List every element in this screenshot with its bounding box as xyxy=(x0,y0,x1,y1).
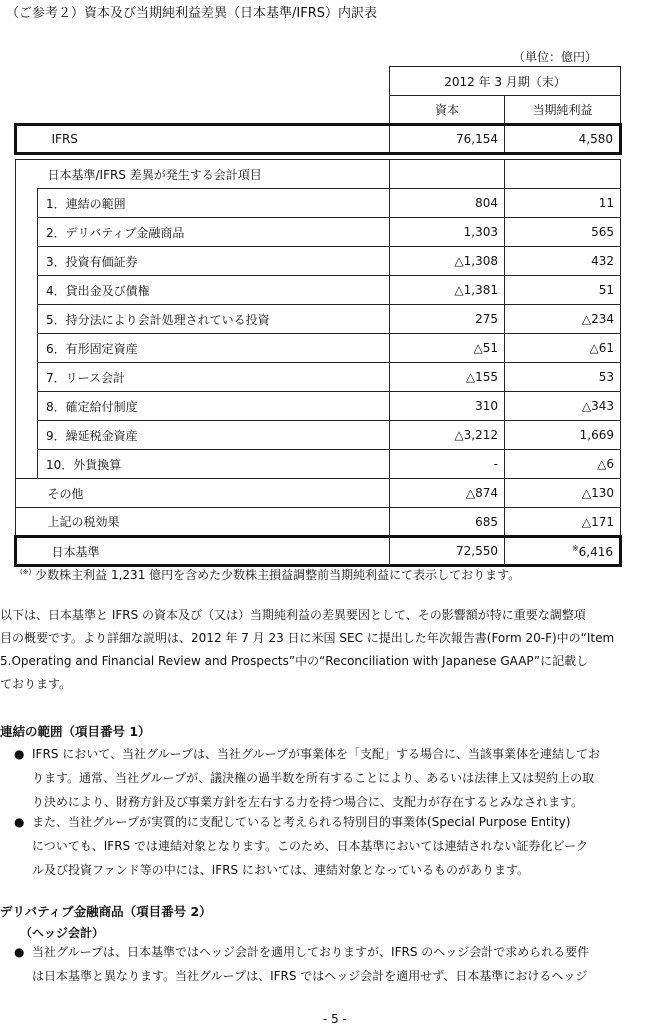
jgaap-income-cell xyxy=(505,537,621,566)
item-label: 10．外貨換算 xyxy=(38,450,390,479)
item-label: 8．確定給付制度 xyxy=(38,392,390,421)
intro-line: 5.Operating and Financial Review and Prospects”中の“Reconciliation with Japanese GAAP”に記載し xyxy=(0,654,589,668)
item-label: 5．持分法により会計処理されている投資 xyxy=(38,305,390,334)
item-capital: △51 xyxy=(390,334,505,363)
section-heading-consolidation: 連結の範囲（項目番号 1） xyxy=(0,724,151,739)
item-income: △6 xyxy=(505,450,621,479)
jgaap-label: 日本基準 xyxy=(38,537,390,566)
bullet-line: は日本基準と異なります。当社グループは、IFRS ではヘッジ会計を適用せず、日本基準におけるヘッジ xyxy=(32,969,588,983)
item-capital: 804 xyxy=(390,189,505,218)
page-title: （ご参考２）資本及び当期純利益差異（日本基準/IFRS）内訳表 xyxy=(6,6,377,21)
item-income: 565 xyxy=(505,218,621,247)
item-income: 51 xyxy=(505,276,621,305)
item-capital: △1,308 xyxy=(390,247,505,276)
item-label: 3．投資有価証券 xyxy=(38,247,390,276)
intro-paragraph xyxy=(0,604,614,696)
item-capital: △3,212 xyxy=(390,421,505,450)
item-label: 2．デリバティブ金融商品 xyxy=(38,218,390,247)
bullet-line: ル及び投資ファンド等の中には、IFRS においては、連結対象となっているものがあります。 xyxy=(32,863,530,877)
col-header-capital: 資本 xyxy=(390,96,505,125)
bullet-icon: ● xyxy=(14,945,25,959)
item-income: 432 xyxy=(505,247,621,276)
item-row xyxy=(16,247,621,276)
item-capital: 275 xyxy=(390,305,505,334)
section-heading-derivatives: デリバティブ金融商品（項目番号 2） xyxy=(0,904,212,919)
page-number: - 5 - xyxy=(323,1012,347,1026)
item-income: 11 xyxy=(505,189,621,218)
other-label: その他 xyxy=(38,479,390,508)
column-header-row xyxy=(16,96,621,125)
item-row xyxy=(16,392,621,421)
item-row xyxy=(16,450,621,479)
jgaap-capital: 72,550 xyxy=(390,537,505,566)
period-header-row xyxy=(16,67,621,96)
footnote-text: 少数株主利益 1,231 億円を含めた少数株主損益調整前当期純利益にて表示しております。 xyxy=(35,568,521,582)
item-capital: △1,381 xyxy=(390,276,505,305)
bullet-line: また、当社グループが実質的に支配していると考えられる特別目的事業体(Special Purpose Entity) xyxy=(32,815,571,829)
bullet-icon: ● xyxy=(14,815,25,829)
ifrs-capital: 76,154 xyxy=(390,125,505,154)
ifrs-row xyxy=(16,125,621,154)
item-row xyxy=(16,218,621,247)
tax-effect-label: 上記の税効果 xyxy=(38,508,390,537)
item-income: 1,669 xyxy=(505,421,621,450)
item-income: △343 xyxy=(505,392,621,421)
bullet-icon: ● xyxy=(14,747,25,761)
item-capital: △155 xyxy=(390,363,505,392)
item-label: 4．貸出金及び債権 xyxy=(38,276,390,305)
other-capital: △874 xyxy=(390,479,505,508)
reconciliation-table xyxy=(14,66,622,567)
tax-effect-income: △171 xyxy=(505,508,621,537)
other-row xyxy=(16,479,621,508)
item-row xyxy=(16,276,621,305)
intro-line: ております。 xyxy=(0,677,72,691)
item-label: 6．有形固定資産 xyxy=(38,334,390,363)
item-row xyxy=(16,421,621,450)
period-header: 2012 年 3 月期（末） xyxy=(390,67,621,96)
item-label: 1．連結の範囲 xyxy=(38,189,390,218)
ifrs-label: IFRS xyxy=(38,125,390,154)
footnote xyxy=(20,566,520,583)
tax-effect-row xyxy=(16,508,621,537)
item-capital: 310 xyxy=(390,392,505,421)
footnote-mark: (※) xyxy=(20,568,32,576)
item-row xyxy=(16,305,621,334)
subheading-hedge-accounting: （ヘッジ会計） xyxy=(20,926,105,940)
col-header-income: 当期純利益 xyxy=(505,96,621,125)
item-income: △234 xyxy=(505,305,621,334)
ifrs-income: 4,580 xyxy=(505,125,621,154)
bullet-line: についても、IFRS では連結対象となります。このため、日本基準においては連結されない証券化ビーク xyxy=(32,839,589,853)
item-row xyxy=(16,334,621,363)
item-row xyxy=(16,189,621,218)
jgaap-income: 6,416 xyxy=(578,544,613,559)
bullet-line: 当社グループは、日本基準ではヘッジ会計を適用しておりますが、IFRS のヘッジ会計で求められる要件 xyxy=(32,945,590,959)
item-income: 53 xyxy=(505,363,621,392)
tax-effect-capital: 685 xyxy=(390,508,505,537)
intro-line: 目の概要です。より詳細な説明は、2012 年 7 月 23 日に米国 SEC に提出した年次報告書(Form 20-F)中の“Item xyxy=(0,631,615,645)
item-row xyxy=(16,363,621,392)
item-income: △61 xyxy=(505,334,621,363)
jgaap-row xyxy=(16,537,621,566)
item-label: 9．繰延税金資産 xyxy=(38,421,390,450)
item-label: 7．リース会計 xyxy=(38,363,390,392)
unit-label: （単位：億円） xyxy=(513,50,598,64)
bullet-line: り決めにより、財務方針及び事業方針を左右する力を持つ場合に、支配力が存在するとみなされます。 xyxy=(32,795,584,809)
bullet-line: IFRS において、当社グループは、当社グループが事業体を「支配」する場合に、当該事業体を連結してお xyxy=(32,747,601,761)
items-header-row xyxy=(16,160,621,189)
other-income: △130 xyxy=(505,479,621,508)
items-header: 日本基準/IFRS 差異が発生する会計項目 xyxy=(38,160,390,189)
item-capital: - xyxy=(390,450,505,479)
intro-line: 以下は、日本基準と IFRS の資本及び（又は）当期純利益の差異要因として、その影響額が特に重要な調整項 xyxy=(0,608,586,622)
item-capital: 1,303 xyxy=(390,218,505,247)
bullet-line: ります。通常、当社グループが、議決権の過半数を所有することにより、あるいは法律上又は契約上の取 xyxy=(32,771,595,785)
jgaap-income-mark: ※ xyxy=(571,543,579,553)
